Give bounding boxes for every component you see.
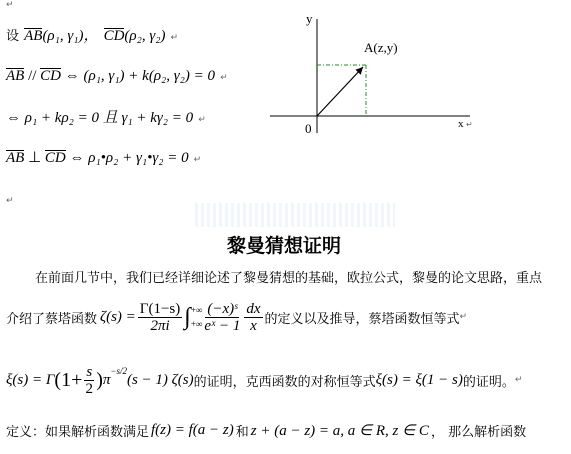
xi-open-paren: (1+ [54, 368, 83, 391]
pi-symbol: π [102, 371, 111, 388]
paragraph-mark: ↵ [6, 0, 14, 10]
vector-ab: AB [24, 28, 43, 44]
vector-cd: CD [44, 150, 66, 166]
zeta-definition-line [6, 295, 467, 339]
integrand-numerator: (−x)ˢ [207, 300, 238, 317]
origin-label: 0 [305, 121, 312, 136]
xi-function-line [6, 360, 522, 400]
parallel-components-text: ⇔ ρ₁ + kρ₂ = 0 且 γ₁ + kγ₂ = 0 [6, 110, 194, 126]
perpendicular-condition: ⇔ ρ₁•ρ₂ + γ₁•γ₂ = 0 [65, 150, 189, 166]
coordinate-diagram [265, 5, 505, 140]
vector-cd: CD [103, 28, 125, 44]
paragraph-mark: ↵ [6, 196, 14, 206]
x-axis-label: x [458, 118, 464, 130]
formula-perpendicular [6, 147, 201, 167]
return-mark: ↵ [193, 155, 202, 165]
return-mark: ↵ [198, 115, 206, 125]
y-axis-label: y [306, 11, 313, 26]
formula-vector-definition [6, 24, 178, 45]
definition-eq1: f(z) = f(a − z) [151, 422, 234, 438]
definition-line [6, 421, 526, 440]
return-mark: ↵ [514, 375, 523, 385]
integrand-denominator: eˣ − 1 [204, 317, 241, 334]
gamma-fraction [138, 301, 182, 334]
integrand-fraction [204, 301, 240, 334]
vector-ab: AB [6, 150, 25, 166]
zeta-definition-text: 的定义以及推导，蔡塔函数恒等式 [264, 311, 460, 327]
parallel-symbol: // [24, 68, 41, 84]
xi-tail: (s − 1) ζ(s) [126, 371, 194, 388]
integral-group [184, 303, 202, 331]
dx-fraction [244, 301, 262, 334]
integral-upper-limit: +∞ [190, 305, 203, 315]
s-numerator: s [86, 363, 93, 380]
xi-symmetry-text: 的证明。 [462, 374, 515, 390]
s-over-2-fraction [84, 364, 94, 397]
formula-parallel [6, 65, 228, 85]
s-denominator: 2 [85, 380, 94, 397]
point-label: A(z,y) [364, 40, 398, 55]
prefix-text: 设 [6, 29, 20, 44]
return-mark: ↵ [170, 33, 179, 43]
gamma-denominator: 2πi [150, 317, 170, 334]
definition-and: 和 [235, 425, 249, 440]
gamma-numerator: Γ(1−s) [139, 300, 181, 317]
formula-parallel-components [6, 106, 206, 127]
definition-label: 定义：如果解析函数满足 [6, 425, 150, 440]
section-title: 黎曼猜想证明 [227, 235, 342, 257]
perpendicular-symbol: ⊥ [24, 150, 45, 166]
definition-text: ， 那么解析函数 [430, 425, 527, 440]
definition-eq2: z + (a − z) = a, a ∈ R, z ∈ C [250, 423, 429, 439]
return-mark: ↵ [220, 73, 228, 83]
pi-exponent: −s/2 [110, 366, 127, 376]
watermark-band [195, 203, 395, 227]
xi-proof-text: 的证明，克西函数的对称恒等式 [193, 374, 376, 390]
vector-arrow [317, 67, 363, 116]
integral-lower-limit: +∞ [190, 319, 203, 329]
parallel-condition: ⇔ (ρ₁, γ₁) + k(ρ₂, γ₂) = 0 [61, 68, 215, 84]
xi-lhs: ξ(s) = Γ [6, 371, 55, 388]
xi-close-paren: ) [96, 368, 103, 391]
integral-sign: ∫ [184, 303, 191, 330]
zeta-intro-text: 介绍了蔡塔函数 [6, 311, 98, 327]
dx-numerator: dx [246, 300, 261, 317]
xi-symmetry: ξ(s) = ξ(1 − s) [375, 371, 463, 388]
return-mark: ↵ [459, 312, 468, 322]
vector-cd-args: (ρ₂, γ₂) [124, 28, 166, 44]
vector-cd: CD [40, 68, 62, 84]
zeta-lhs: ζ(s) = [100, 308, 136, 325]
return-mark: ↵ [466, 120, 473, 129]
dx-denominator: x [250, 317, 257, 334]
vector-ab: AB [6, 68, 25, 84]
integral-limits [191, 303, 203, 331]
paragraph-line-1: 在前面几节中，我们已经详细论述了黎曼猜想的基础，欧拉公式，黎曼的论文思路，重点 [35, 271, 543, 286]
vector-ab-args: (ρ₁, γ₁)， [42, 28, 99, 44]
